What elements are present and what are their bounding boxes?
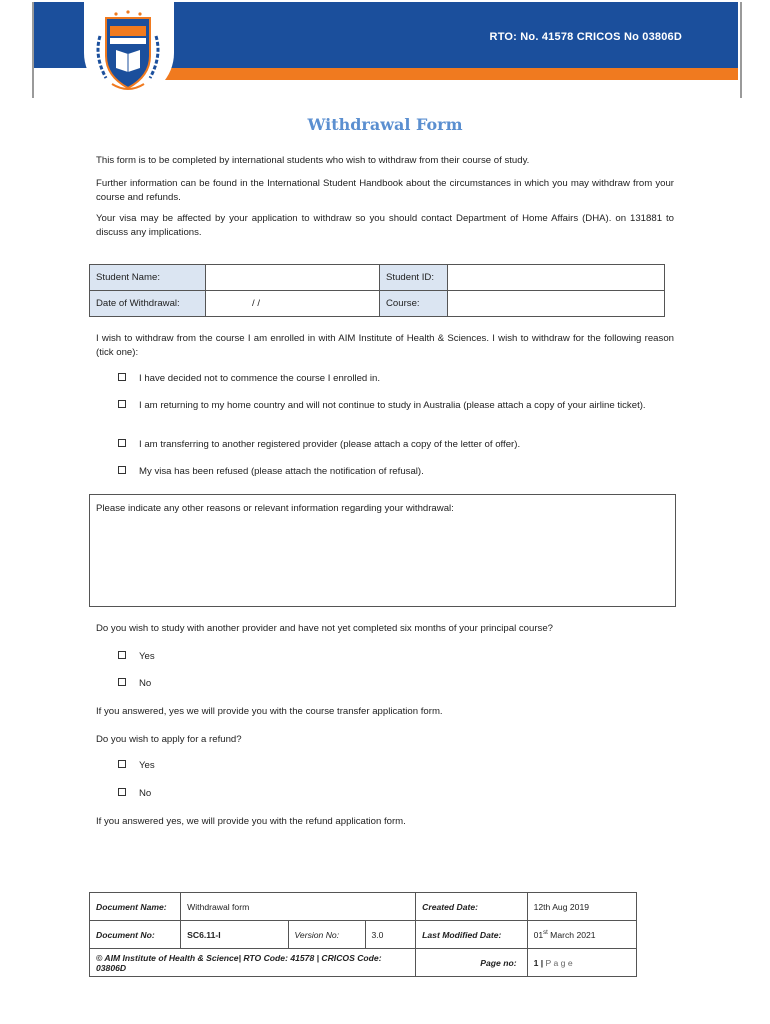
student-id-field[interactable] xyxy=(448,265,665,291)
checkbox-icon[interactable] xyxy=(118,400,126,408)
page-header xyxy=(32,2,742,98)
header-orange-band xyxy=(92,68,738,80)
last-modified-label: Last Modified Date: xyxy=(416,921,527,949)
created-date-label: Created Date: xyxy=(416,893,527,921)
reason-option-label: I am returning to my home country and will not continue to study in Australia (please attach a copy of your airline ticket). xyxy=(139,400,646,411)
student-details-table xyxy=(89,264,665,317)
reason-intro: I wish to withdraw from the course I am enrolled in with AIM Institute of Health & Sciences. I wish to withdraw for the following reason (tick one): xyxy=(96,333,674,358)
version-label: Version No: xyxy=(288,921,365,949)
reason-option[interactable] xyxy=(118,372,678,385)
intro-paragraph-1: This form is to be completed by international students who wish to withdraw from their course of study. xyxy=(96,155,530,166)
last-modified-value xyxy=(527,921,636,949)
student-name-field[interactable] xyxy=(206,265,380,291)
refund-yes-option[interactable] xyxy=(118,759,678,772)
modified-day: 01 xyxy=(533,929,544,940)
no-label: No xyxy=(139,788,152,799)
modified-month-year: March 2021 xyxy=(547,929,596,940)
checkbox-icon[interactable] xyxy=(118,439,126,447)
document-no-label: Document No: xyxy=(90,921,181,949)
document-name-label: Document Name: xyxy=(90,893,181,921)
checkbox-icon[interactable] xyxy=(118,651,126,659)
transfer-no-option[interactable] xyxy=(118,677,678,690)
other-reasons-textarea[interactable] xyxy=(89,494,676,607)
page-no-label: Page no: xyxy=(416,949,527,977)
transfer-question: Do you wish to study with another provider and have not yet completed six months of your principal course? xyxy=(96,623,554,634)
checkbox-icon[interactable] xyxy=(118,788,126,796)
version-value: 3.0 xyxy=(365,921,416,949)
withdrawal-date-label: Date of Withdrawal: xyxy=(90,291,206,317)
withdrawal-date-field[interactable]: / / xyxy=(206,291,380,317)
yes-label: Yes xyxy=(139,760,155,771)
checkbox-icon[interactable] xyxy=(118,466,126,474)
student-id-label: Student ID: xyxy=(380,265,448,291)
yes-label: Yes xyxy=(139,651,155,662)
reason-option-label: My visa has been refused (please attach the notification of refusal). xyxy=(139,466,424,477)
page-number-value: 1 xyxy=(533,957,539,968)
refund-no-option[interactable] xyxy=(118,787,678,800)
checkbox-icon[interactable] xyxy=(118,760,126,768)
intro-paragraph-2: Further information can be found in the International Student Handbook about the circumstances in which you may withdraw from your course and refunds. xyxy=(96,178,674,203)
reason-option[interactable] xyxy=(118,438,678,451)
reason-option[interactable] xyxy=(118,399,678,412)
checkbox-icon[interactable] xyxy=(118,373,126,381)
page-word: P a g e xyxy=(545,957,573,968)
student-name-label: Student Name: xyxy=(90,265,206,291)
course-field[interactable] xyxy=(448,291,665,317)
created-date-value: 12th Aug 2019 xyxy=(527,893,636,921)
intro-paragraph-3: Your visa may be affected by your application to withdraw so you should contact Department of Home Affairs (DHA). on 131881 to discuss any implications. xyxy=(96,213,674,238)
course-label: Course: xyxy=(380,291,448,317)
rto-cricos-text: RTO: No. 41578 CRICOS No 03806D xyxy=(489,31,682,43)
transfer-yes-option[interactable] xyxy=(118,650,678,663)
reason-option-label: I am transferring to another registered provider (please attach a copy of the letter of offer). xyxy=(139,439,521,450)
aim-institute-logo xyxy=(88,6,168,96)
document-no-value: SC6.11-I xyxy=(181,921,288,949)
modified-suffix: st xyxy=(543,929,548,936)
checkbox-icon[interactable] xyxy=(118,678,126,686)
header-frame-right xyxy=(740,2,742,98)
document-control-table xyxy=(89,892,637,977)
document-name-value: Withdrawal form xyxy=(181,893,416,921)
reason-option-label: I have decided not to commence the course I enrolled in. xyxy=(139,373,381,384)
copyright-text: © AIM Institute of Health & Science| RTO Code: 41578 | CRICOS Code: 03806D xyxy=(90,949,416,977)
other-reasons-label: Please indicate any other reasons or relevant information regarding your withdrawal: xyxy=(96,503,454,514)
refund-note: If you answered yes, we will provide you with the refund application form. xyxy=(96,816,406,827)
page-separator: | xyxy=(538,957,546,968)
reason-option[interactable] xyxy=(118,465,678,478)
refund-question: Do you wish to apply for a refund? xyxy=(96,734,242,745)
no-label: No xyxy=(139,678,152,689)
transfer-note: If you answered, yes we will provide you with the course transfer application form. xyxy=(96,706,443,717)
page-title: Withdrawal Form xyxy=(307,115,463,134)
page-number xyxy=(527,949,636,977)
